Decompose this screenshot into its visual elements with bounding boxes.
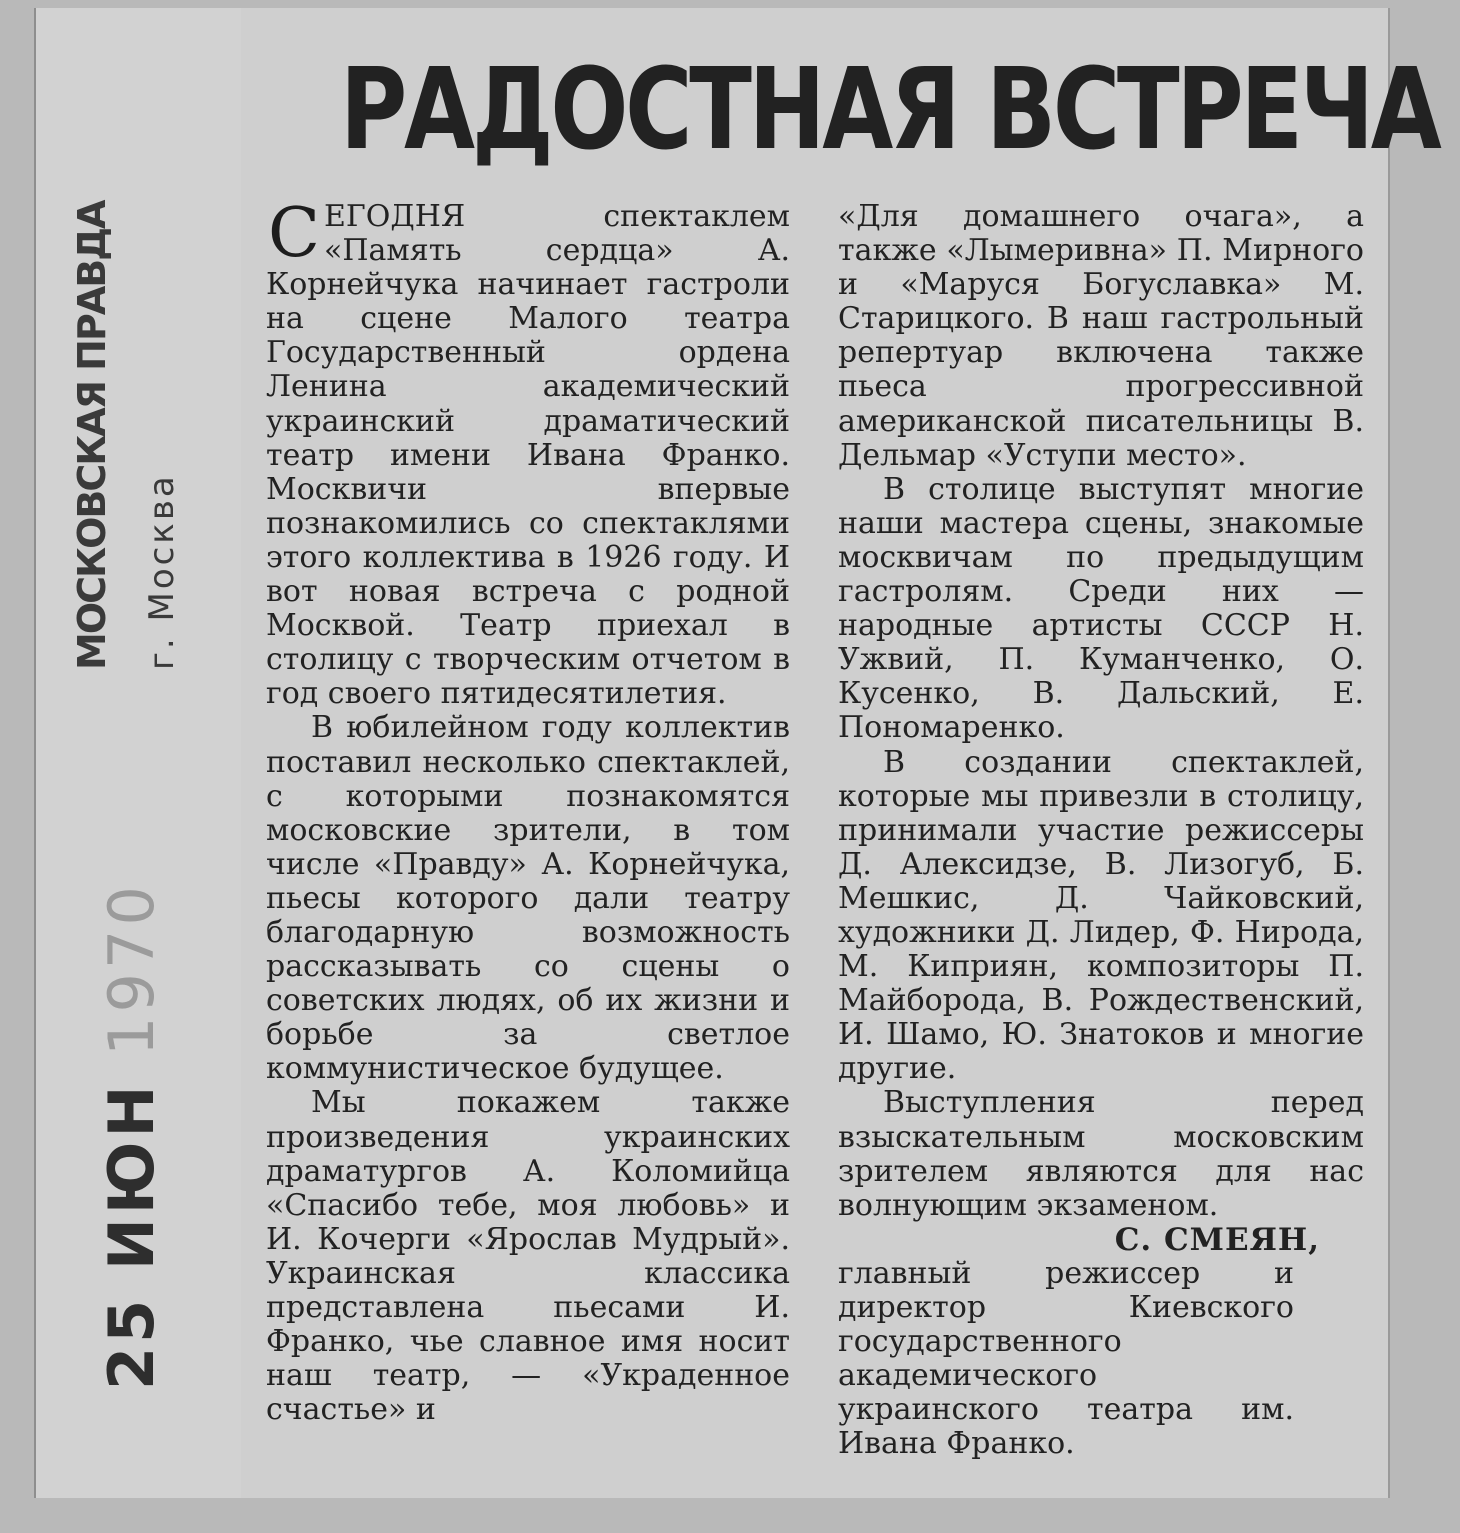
author-signature: С. СМЕЯН, xyxy=(1114,1221,1320,1258)
paragraph-4: В столице выступят многие наши мастера сцены, знакомые москвичам по предыдущим гастролям. Среди них — народные артисты СССР Н. Ужвий, П. Куманченко, О. Кусенко, В. Дальский, Е. Пономаренко. xyxy=(838,471,1364,746)
author-credit: главный режиссер и директор Киевского государственного академического украинского театра им. Ивана Франко. xyxy=(838,1255,1294,1461)
stamp-newspaper-name: МОСКОВСКАЯ ПРАВДА xyxy=(70,201,114,670)
article-column-right xyxy=(838,200,1364,1490)
date-stamp-day-month: 25 ИЮН xyxy=(95,1081,168,1390)
paragraph-5: В создании спектаклей, которые мы привезли в столицу, принимали участие режиссеры Д. Алексидзе, В. Лизогуб, Б. Мешкис, Д. Чайковский, художники Д. Лидер, Ф. Нирода, М. Киприян, композиторы П. Майборода, В. Рождественский, И. Шамо, Ю. Знатоков и многие другие. xyxy=(838,744,1364,1087)
headline: РАДОСТНАЯ ВСТРЕЧА xyxy=(340,45,1439,175)
date-stamp-year: 1970 xyxy=(95,882,168,1056)
newspaper-stamp xyxy=(70,201,190,670)
paragraph-3-continued: «Для домашнего очага», а также «Лымеривна» П. Мирного и «Маруся Богуславка» М. Старицкого. В наш гастрольный репертуар включена также пьеса прогрессивной американской писательницы В. Дельмар «Уступи место». xyxy=(838,200,1364,473)
paragraph-2: В юбилейном году коллектив поставил несколько спектаклей, с которыми познакомятся московские зрители, в том числе «Правду» А. Корнейчука, пьесы которого дали театру благодарную возможность рассказывать со сцены о советских людях, об их жизни и борьбе за светлое коммунистическое будущее. xyxy=(266,710,790,1087)
lead-paragraph xyxy=(266,200,790,711)
article-column-left xyxy=(266,200,790,1490)
paragraph-6: Выступления перед взыскательным московским зрителем являются для нас волнующим экзаменом. xyxy=(838,1085,1364,1223)
lead-text: ЕГОДНЯ спектаклем «Память сердца» А. Корнейчука начинает гастроли на сцене Малого театра Государственный ордена Ленина академический украинский драматический театр имени Ивана Франко. Москвичи впервые познакомились со спектаклями этого коллектива в 1926 году. И вот новая встреча с родной Москвой. Театр приехал в столицу с творческим отчетом в год своего пятидесятилетия. xyxy=(266,200,790,712)
date-stamp xyxy=(95,882,168,1390)
paragraph-3: Мы покажем также произведения украинских драматургов А. Коломийца «Спасибо тебе, моя любовь» и И. Кочерги «Ярослав Мудрый». Украинская классика представлена пьесами И. Франко, чье славное имя носит наш театр, — «Украденное счастье» и xyxy=(266,1085,790,1428)
stamp-city: г. Москва xyxy=(142,473,182,670)
drop-cap: С xyxy=(268,200,321,273)
